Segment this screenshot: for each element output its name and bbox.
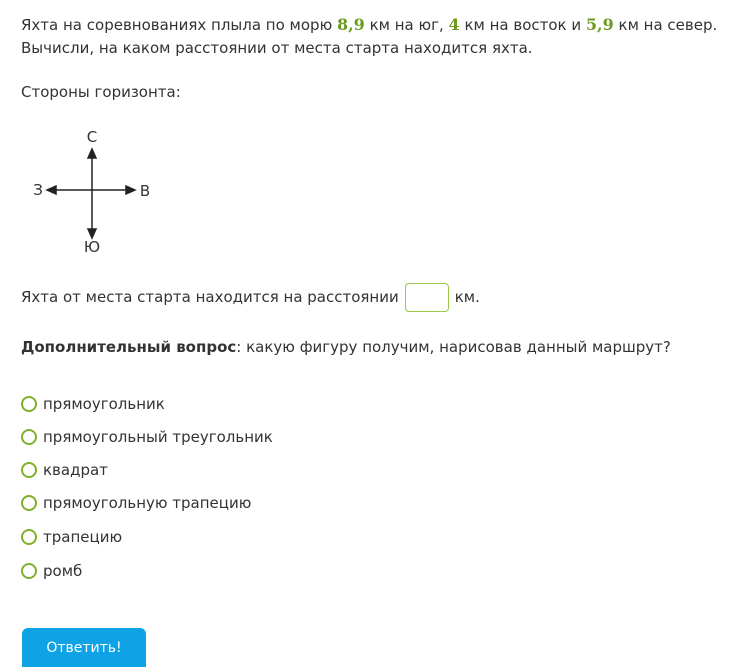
submit-button[interactable]: Ответить! — [22, 628, 146, 667]
west-arrow-icon — [47, 186, 56, 194]
south-arrow-icon — [88, 229, 96, 238]
task-text-part: Яхта на соревнованиях плыла по морю — [21, 16, 337, 34]
option-rhombus[interactable] — [21, 560, 82, 582]
option-label: прямоугольный треугольник — [43, 428, 273, 446]
option-square[interactable] — [21, 459, 108, 481]
distance-south-value: 8,9 — [336, 15, 365, 34]
compass-heading: Стороны горизонта: — [21, 83, 181, 101]
option-label: ромб — [43, 562, 83, 580]
radio-icon[interactable] — [21, 462, 37, 478]
answer-unit: км. — [454, 288, 480, 306]
task-text-line-2: Вычисли, на каком расстоянии от места старта находится яхта. — [21, 39, 533, 57]
radio-icon[interactable] — [21, 396, 37, 412]
answer-prompt: Яхта от места старта находится на расстоянии — [21, 288, 399, 306]
radio-icon[interactable] — [21, 529, 37, 545]
distance-input[interactable] — [405, 283, 449, 312]
east-arrow-icon — [126, 186, 135, 194]
west-label: З — [33, 181, 43, 199]
option-trapezoid[interactable] — [21, 526, 122, 548]
distance-north-value: 5,9 — [585, 15, 614, 34]
option-label: трапецию — [43, 528, 123, 546]
extra-question-label: Дополнительный вопрос — [21, 338, 237, 356]
task-text-part: км на север. — [613, 16, 718, 34]
option-right-trapezoid[interactable] — [21, 492, 251, 514]
radio-icon[interactable] — [21, 563, 37, 579]
task-text-line-1 — [21, 15, 717, 35]
option-right-triangle[interactable] — [21, 426, 273, 448]
option-label: квадрат — [43, 461, 108, 479]
answer-row — [21, 283, 480, 312]
north-label: С — [86, 128, 98, 146]
option-rectangle[interactable] — [21, 393, 165, 415]
radio-icon[interactable] — [21, 495, 37, 511]
option-label: прямоугольник — [43, 395, 165, 413]
extra-question-text: : какую фигуру получим, нарисовав данный маршрут? — [236, 338, 671, 356]
task-text-part: км на восток и — [459, 16, 586, 34]
compass-diagram — [25, 125, 165, 260]
distance-east-value: 4 — [448, 15, 460, 34]
east-label: В — [139, 182, 151, 200]
north-arrow-icon — [88, 149, 96, 158]
south-label: Ю — [83, 238, 101, 256]
option-label: прямоугольную трапецию — [43, 494, 252, 512]
radio-icon[interactable] — [21, 429, 37, 445]
extra-question — [21, 337, 671, 357]
task-text-part: км на юг, — [364, 16, 449, 34]
